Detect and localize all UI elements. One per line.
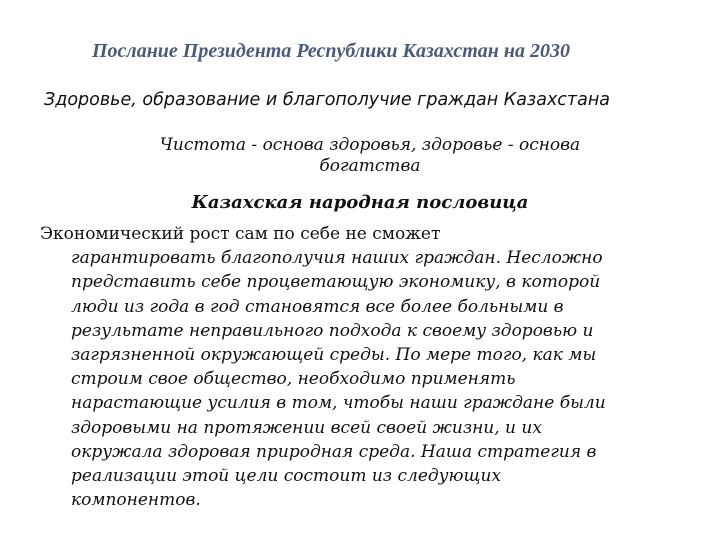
- body-line: окружала здоровая природная среда. Наша стратегия в: [71, 441, 597, 462]
- body-line: здоровыми на протяжении всей своей жизни, и их: [71, 417, 542, 438]
- body-paragraph: [40, 222, 690, 512]
- body-line: представить себе процветающую экономику, в которой: [71, 272, 601, 293]
- proverb-line: богатства: [319, 156, 421, 176]
- body-line: загрязненной окружающей среды. По мере того, как мы: [71, 345, 597, 366]
- proverb-line: Чистота - основа здоровья, здоровье - основа: [159, 135, 581, 155]
- proverb-quote: [110, 135, 630, 177]
- body-line: реализации этой цели состоит из следующих: [71, 466, 502, 487]
- proverb-source: Казахская народная пословица: [191, 192, 529, 213]
- body-line: результате неправильного подхода к своему здоровью и: [71, 320, 594, 341]
- body-line: Экономический рост сам по себе не сможет: [40, 224, 441, 244]
- slide-title: Послание Президента Республики Казахстан на 2030: [92, 40, 570, 62]
- body-line: нарастающие усилия в том, чтобы наши граждане были: [71, 393, 606, 414]
- body-line: гарантировать благополучия наших граждан. Несложно: [71, 248, 603, 269]
- body-line: люди из года в год становятся все более больными в: [71, 296, 564, 317]
- slide-subtitle: Здоровье, образование и благополучие граждан Казахстана: [44, 90, 611, 110]
- body-line: строим свое общество, необходимо применять: [71, 369, 516, 390]
- body-line: компонентов.: [71, 490, 201, 511]
